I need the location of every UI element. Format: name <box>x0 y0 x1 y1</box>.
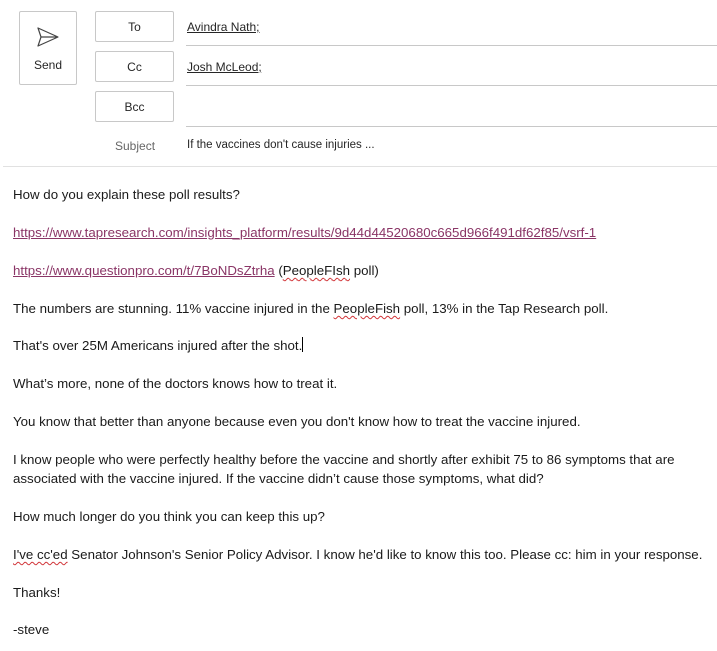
spellcheck-word-peoplefish: PeopleFIsh <box>282 263 351 278</box>
body-line-doctors: What’s more, none of the doctors knows how to treat it. <box>13 376 338 391</box>
body-line-link2 <box>13 261 379 280</box>
tapresearch-link[interactable]: https://www.tapresearch.com/insights_platform/results/9d44d44520680c665d966f491df62f85/vsrf-1 <box>13 225 597 240</box>
spellcheck-word-peoplefish-2: PeopleFish <box>333 301 401 316</box>
body-line-symptoms: I know people who were perfectly healthy before the vaccine and shortly after exhibit 75 to 86 symptoms that are associated with the vaccine injured. If the vaccine didn’t cause those symptoms, what did? <box>13 452 675 486</box>
americans-text: That's over 25M Americans injured after the shot. <box>13 338 303 353</box>
body-line-know-better: You know that better than anyone because even you don't know how to treat the vaccine injured. <box>13 414 581 429</box>
body-line-numbers <box>13 299 608 318</box>
link2-suffix-close: poll) <box>350 263 379 278</box>
body-line-signature: -steve <box>13 622 50 637</box>
to-label: To <box>128 19 141 34</box>
send-icon <box>36 26 60 48</box>
body-line-question: How do you explain these poll results? <box>13 187 240 202</box>
link2-suffix-open: ( <box>274 263 283 278</box>
bcc-label: Bcc <box>124 99 145 114</box>
send-button[interactable] <box>19 11 77 85</box>
spellcheck-word-cced: I've cc'ed <box>13 547 68 562</box>
numbers-text-b: poll, 13% in the Tap Research poll. <box>400 301 609 316</box>
cc-label: Cc <box>127 59 142 74</box>
bcc-field[interactable] <box>186 97 717 127</box>
subject-field[interactable]: If the vaccines don't cause injuries ... <box>187 139 375 151</box>
numbers-text-a: The numbers are stunning. 11% vaccine injured in the <box>13 301 334 316</box>
text-cursor <box>302 337 303 352</box>
body-line-link1 <box>13 223 596 242</box>
body-line-cc <box>13 545 702 564</box>
to-button[interactable] <box>95 11 174 42</box>
send-label: Send <box>33 58 63 72</box>
body-line-how-much-longer: How much longer do you think you can keep this up? <box>13 509 325 524</box>
to-field[interactable] <box>186 16 717 46</box>
body-line-americans <box>13 336 303 355</box>
bcc-button[interactable] <box>95 91 174 122</box>
subject-label: Subject <box>115 139 156 153</box>
to-recipient[interactable]: Avindra Nath; <box>187 20 260 34</box>
cc-button[interactable] <box>95 51 174 82</box>
questionpro-link[interactable]: https://www.questionpro.com/t/7BoNDsZtrha <box>13 263 275 278</box>
header-divider <box>3 166 717 167</box>
cc-text-rest: Senator Johnson's Senior Policy Advisor. I know he'd like to know this too. Please cc: him in your response. <box>67 547 703 562</box>
cc-recipient[interactable]: Josh McLeod; <box>187 60 262 74</box>
body-line-thanks: Thanks! <box>13 585 61 600</box>
cc-field[interactable] <box>186 56 717 86</box>
